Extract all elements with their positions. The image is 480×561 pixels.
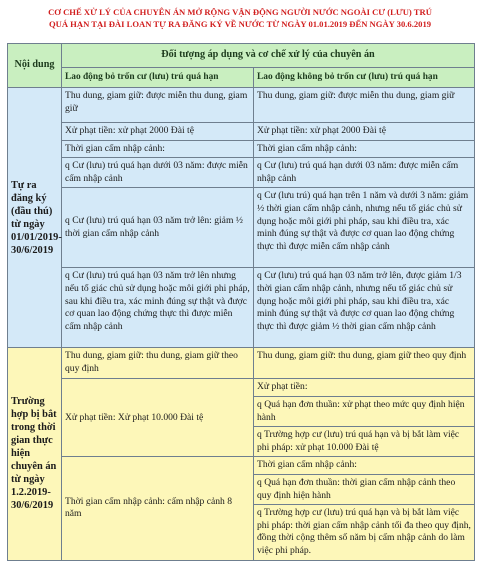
cell: Thời gian cấm nhập cảnh: cấm nhập cảnh 8 năm (62, 457, 254, 560)
cell: Thời gian cấm nhập cảnh: (254, 140, 475, 158)
title-line-1: CƠ CHẾ XỬ LÝ CỦA CHUYÊN ÁN MỞ RỘNG VẬN ĐỘNG NGƯỜI NƯỚC NGOÀI CƯ (LƯU) TRÚ (48, 7, 432, 17)
header-col-not-absconded: Lao động không bỏ trốn cư (lưu) trú quá hạn (254, 68, 475, 88)
section-arrested-label: Trường hợp bị bắt trong thời gian thực hiện chuyên án từ ngày 1.2.2019-30/6/2019 (8, 348, 62, 560)
cell: Xử phạt tiền: Xử phạt 10.000 Đài tệ (62, 379, 254, 457)
cell: q Cư (lưu trú) quá hạn trên 1 năm và dưới 3 năm: giảm ½ thời gian cấm nhập cảnh, nhưng nếu tố giác chủ sử dụng hoặc môi giới phi pháp, sau khi điều tra, xác minh đúng sự thật và được cơ quan lao động chứng thực thì được miễn cấm nhập cảnh (254, 188, 475, 268)
cell: Xử phạt tiền: xử phạt 2000 Đài tệ (254, 123, 475, 141)
policy-table (7, 43, 475, 561)
cell: Thu dung, giam giữ: thu dung, giam giữ theo quy định (254, 348, 475, 379)
cell: Thời gian cấm nhập cảnh: (254, 457, 475, 475)
section-self-report-label: Tự ra đăng ký (đầu thú) từ ngày 01/01/2019-30/6/2019 (8, 88, 62, 348)
cell: q Cư (lưu) trú quá hạn 03 năm trở lên nhưng nếu tố giác chủ sử dụng hoặc môi giới phi pháp, sau khi điều tra, xác minh đúng sự thật và được cơ quan lao động chứng thực thì được miễn cấm nhập cảnh (62, 268, 254, 348)
cell: q Trường hợp cư (lưu) trú quá hạn và bị bắt làm việc phi pháp: xử phạt 10.000 Đài tệ (254, 427, 475, 457)
cell: q Trường hợp cư (lưu) trú quá hạn và bị bắt làm việc phi pháp: thời gian cấm nhập cảnh tối đa theo quy định, đồng thời cộng thêm số năm bị cấm nhập cảnh do làm việc phi pháp. (254, 505, 475, 560)
cell: q Cư (lưu) trú quá hạn 03 năm trở lên, được giảm 1/3 thời gian cấm nhập cảnh, nhưng nếu tố giác chủ sử dụng hoặc môi giới phi pháp, sau khi điều tra, xác minh đúng sự thật và được cơ quan lao động chứng thực thì được giảm ½ thời gian cấm nhập cảnh (254, 268, 475, 348)
cell: Thu dung, giam giữ: thu dung, giam giữ theo quy định (62, 348, 254, 379)
cell: Xử phạt tiền: xử phạt 2000 Đài tệ (62, 123, 254, 141)
cell: Thu dung, giam giữ: được miễn thu dung, giam giữ (254, 88, 475, 123)
cell: Xử phạt tiền: (254, 379, 475, 397)
cell: q Cư (lưu) trú quá hạn 03 năm trở lên: giảm ½ thời gian cấm nhập cảnh (62, 188, 254, 268)
cell: q Quá hạn đơn thuần: xử phạt theo mức quy định hiện hành (254, 396, 475, 426)
cell: Thu dung, giam giữ: được miễn thu dung, giam giữ (62, 88, 254, 123)
header-scope: Đối tượng áp dụng và cơ chế xử lý của chuyên án (62, 44, 475, 68)
header-col-absconded: Lao động bỏ trốn cư (lưu) trú quá hạn (62, 68, 254, 88)
document-title (0, 0, 480, 38)
cell: q Quá hạn đơn thuần: thời gian cấm nhập cảnh theo quy định hiện hành (254, 474, 475, 504)
cell: q Cư (lưu) trú quá hạn dưới 03 năm: được miễn cấm nhập cảnh (62, 158, 254, 188)
header-content: Nội dung (8, 44, 62, 88)
cell: q Cư (lưu) trú quá hạn dưới 03 năm: được miễn cấm nhập cảnh (254, 158, 475, 188)
title-line-2: QUÁ HẠN TẠI ĐÀI LOAN TỰ RA ĐĂNG KÝ VỀ NƯỚC TỪ NGÀY 01.01.2019 ĐẾN NGÀY 30.6.2019 (48, 19, 432, 29)
cell: Thời gian cấm nhập cảnh: (62, 140, 254, 158)
